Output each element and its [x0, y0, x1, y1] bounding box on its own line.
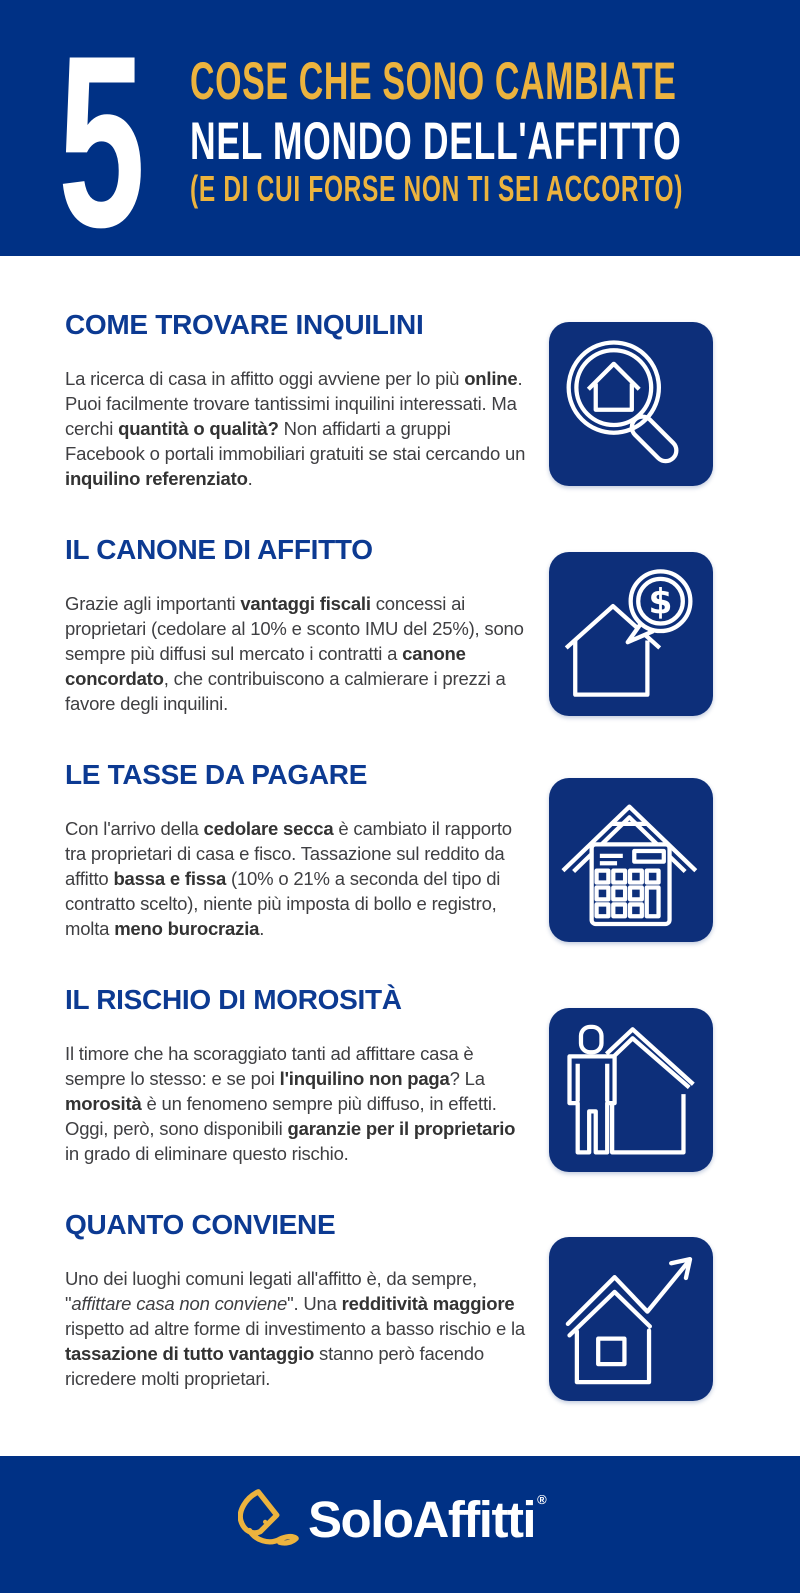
text-run: quantità o qualità? — [118, 417, 279, 439]
text-run: . — [259, 917, 265, 939]
text-run: redditività maggiore — [341, 1292, 515, 1314]
text-run: è cambiato il rapporto tra proprietari di casa e fisco. Tassazione sul reddito da affitto — [65, 817, 512, 889]
section-paragraph — [65, 1266, 533, 1391]
text-run: ? La — [449, 1067, 485, 1089]
text-run: rispetto ad altre forme di investimento a basso rischio e la — [65, 1317, 525, 1339]
section-heading: IL CANONE DI AFFITTO — [65, 534, 373, 565]
text-run: ". Una — [287, 1292, 342, 1314]
text-run: in grado di eliminare questo rischio. — [65, 1142, 349, 1164]
text-run: La ricerca di casa in affitto oggi avviene per lo più — [65, 367, 465, 389]
logo-text: SoloAffitti — [308, 1491, 536, 1548]
section-heading: IL RISCHIO DI MOROSITÀ — [65, 984, 402, 1015]
house-magnifier-icon — [549, 322, 713, 486]
text-run: garanzie per il proprietario — [287, 1117, 516, 1139]
text-run: cedolare secca — [203, 817, 334, 839]
text-run: online — [464, 367, 518, 389]
house-growth-icon — [549, 1237, 713, 1401]
soloaffitti-logo — [238, 1488, 547, 1548]
text-run: bassa e fissa — [113, 867, 227, 889]
hero-title-line2: NEL MONDO DELL'AFFITTO — [190, 112, 682, 171]
text-run: tassazione di tutto vantaggio — [65, 1342, 315, 1364]
text-run: meno burocrazia — [114, 917, 260, 939]
text-run: Non affidarti a gruppi Facebook o portali immobiliari gratuiti se stai cercando un — [65, 417, 526, 464]
hero-header — [0, 0, 800, 256]
hero-title-line3: (E DI CUI FORSE NON TI SEI ACCORTO) — [190, 168, 684, 209]
text-run: concessi ai proprietari (cedolare al 10% e sconto IMU del 25%), sono sempre più diffusi sul mercato i contratti a — [65, 592, 524, 664]
text-run: l'inquilino non paga — [279, 1067, 450, 1089]
text-run: Con l'arrivo della — [65, 817, 204, 839]
house-calculator-tile — [549, 778, 713, 942]
house-magnifier-tile — [549, 322, 713, 486]
section-paragraph — [65, 1041, 533, 1166]
house-dollar-tile — [549, 552, 713, 716]
text-run: vantaggi fiscali — [240, 592, 371, 614]
infographic-section — [65, 531, 735, 756]
section-paragraph — [65, 366, 533, 491]
text-run: affittare casa non conviene — [71, 1292, 288, 1314]
person-house-icon — [549, 1008, 713, 1172]
text-run: , che contribuiscono a calmierare i prezzi a favore degli inquilini. — [65, 667, 506, 714]
text-run: Uno dei luoghi comuni legati all'affitto è, da sempre, " — [65, 1267, 477, 1314]
person-house-tile — [549, 1008, 713, 1172]
bird-icon — [238, 1488, 300, 1548]
house-dollar-icon — [549, 552, 713, 716]
text-run: morosità — [65, 1092, 142, 1114]
infographic-section — [65, 306, 735, 531]
hero-number — [58, 50, 168, 235]
svg-text:5: 5 — [58, 50, 146, 235]
text-run: . Puoi facilmente trovare tantissimi inquilini interessati. Ma cerchi — [65, 367, 523, 439]
svg-text:$: $ — [648, 582, 673, 623]
text-run: Grazie agli importanti — [65, 592, 241, 614]
text-run: Il timore che ha scoraggiato tanti ad affittare casa è sempre lo stesso: e se poi — [65, 1042, 474, 1089]
text-run: canone concordato — [65, 642, 466, 689]
section-heading: QUANTO CONVIENE — [65, 1209, 336, 1240]
text-run: stanno però facendo ricredere molti proprietari. — [65, 1342, 484, 1389]
section-heading: LE TASSE DA PAGARE — [65, 759, 368, 790]
hero-title-line1: COSE CHE SONO CAMBIATE — [190, 52, 677, 111]
infographic-section — [65, 756, 735, 981]
registered-trademark-icon: ® — [537, 1492, 547, 1507]
text-run: (10% o 21% a seconda del tipo di contratto scelto), niente più imposta di bollo e registro, molta — [65, 867, 501, 939]
house-calculator-icon — [549, 778, 713, 942]
infographic-section — [65, 1206, 735, 1431]
section-heading: COME TROVARE INQUILINI — [65, 309, 424, 340]
text-run: inquilino referenziato — [65, 467, 248, 489]
text-run: è un fenomeno sempre più diffuso, in effetti. Oggi, però, sono disponibili — [65, 1092, 497, 1139]
section-paragraph — [65, 816, 533, 941]
text-run: . — [247, 467, 253, 489]
house-growth-tile — [549, 1237, 713, 1401]
section-paragraph — [65, 591, 533, 716]
infographic-section — [65, 981, 735, 1206]
